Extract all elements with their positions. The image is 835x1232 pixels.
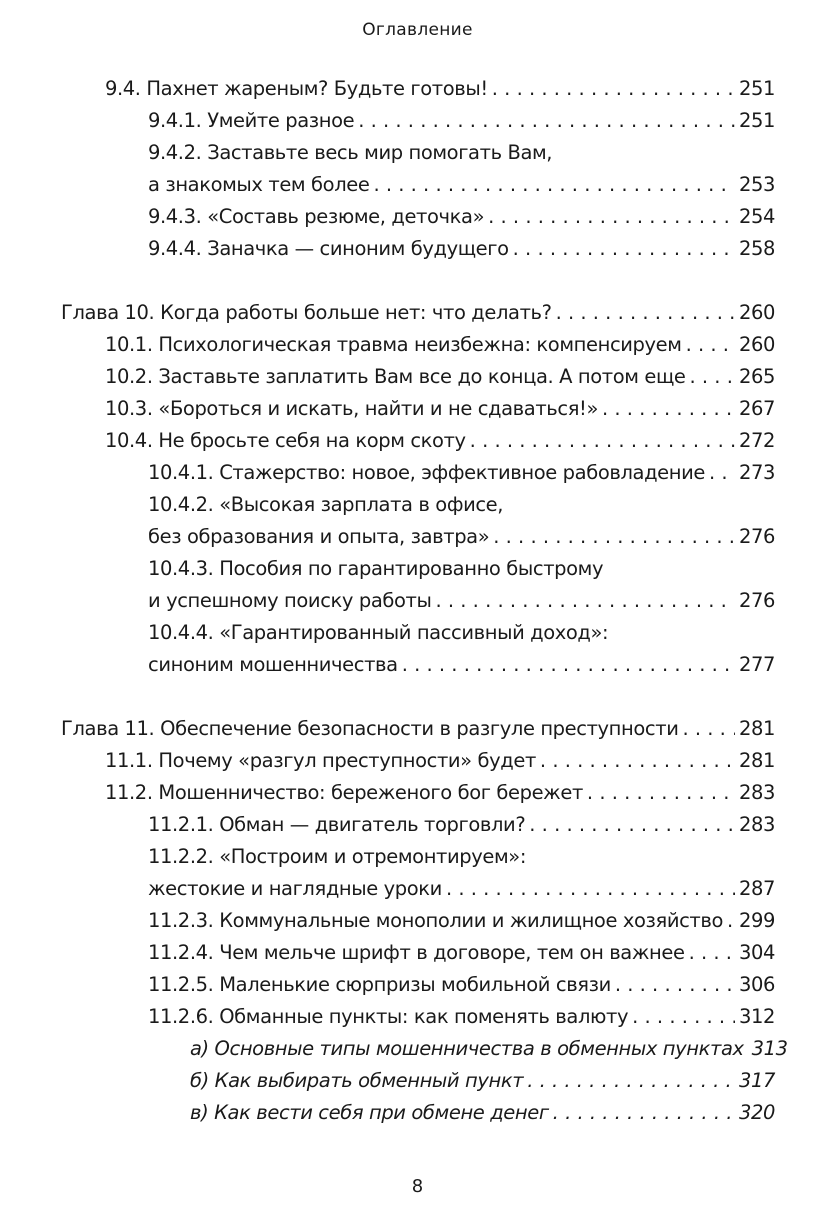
dot-leader	[686, 329, 735, 361]
toc-entry[interactable]	[0, 393, 835, 425]
toc-entry-title: 11.2.3. Коммунальные монополии и жилищное хозяйство	[148, 909, 723, 932]
toc-entry-title: 11.2.1. Обман — двигатель торговли?	[148, 813, 526, 836]
toc-entry[interactable]	[0, 585, 835, 617]
toc-entry-page: 313	[751, 1037, 788, 1060]
dot-leader	[493, 521, 735, 553]
toc-entry-page: 260	[738, 333, 775, 356]
toc-entry-title: 11.2.4. Чем мельче шрифт в договоре, тем он важнее	[148, 941, 685, 964]
dot-leader	[602, 393, 735, 425]
toc-entry-title: 9.4.4. Заначка — синоним будущего	[148, 237, 509, 260]
toc-entry[interactable]	[0, 809, 835, 841]
toc-entry-title: без образования и опыта, завтра»	[148, 525, 490, 548]
toc-entry[interactable]	[0, 905, 835, 937]
toc-entry-page: 277	[738, 653, 775, 676]
toc-entry-title: а) Основные типы мошенничества в обменных пунктах	[190, 1037, 744, 1060]
toc-entry-title: 11.2.5. Маленькие сюрпризы мобильной связи	[148, 973, 611, 996]
dot-leader	[709, 457, 735, 489]
toc-entry-title: 10.4.3. Пособия по гарантированно быстрому	[148, 557, 604, 580]
toc-entry-page: 253	[738, 173, 775, 196]
toc-entry[interactable]	[0, 1097, 835, 1129]
toc-entry-page: 272	[738, 429, 775, 452]
dot-leader	[402, 649, 735, 681]
toc-entry-page: 251	[738, 109, 775, 132]
toc-entry[interactable]	[0, 1065, 835, 1097]
toc-entry[interactable]	[0, 1033, 835, 1065]
toc-entry-title: синоним мошенничества	[148, 653, 398, 676]
toc-entry-page: 273	[738, 461, 775, 484]
dot-leader	[492, 73, 735, 105]
toc-entry-title: Глава 11. Обеспечение безопасности в разгуле преступности	[61, 717, 679, 740]
dot-leader	[529, 809, 735, 841]
dot-leader	[682, 713, 735, 745]
toc-entry-title: 10.4. Не бросьте себя на корм скоту	[105, 429, 466, 452]
toc-entry-page: 281	[738, 717, 775, 740]
dot-leader	[690, 361, 735, 393]
toc-entry-page: 320	[738, 1101, 775, 1124]
toc-entry[interactable]	[0, 777, 835, 809]
toc-entry-page: 306	[738, 973, 775, 996]
toc-entry-title: 10.4.4. «Гарантированный пассивный доход»:	[148, 621, 609, 644]
toc-entry-title: 11.2.2. «Построим и отремонтируем»:	[148, 845, 526, 868]
toc-entry-title: 10.1. Психологическая травма неизбежна: компенсируем	[105, 333, 682, 356]
toc-entry[interactable]	[0, 489, 835, 521]
toc-entry-page: 254	[738, 205, 775, 228]
toc-entry-page: 276	[738, 525, 775, 548]
toc-entry[interactable]	[0, 73, 835, 105]
toc-entry[interactable]	[0, 713, 835, 745]
toc-entry[interactable]	[0, 361, 835, 393]
toc-entry[interactable]	[0, 329, 835, 361]
toc-entry-page: 287	[738, 877, 775, 900]
toc-entry-page: 267	[738, 397, 775, 420]
toc-entry-title: 10.4.2. «Высокая зарплата в офисе,	[148, 493, 504, 516]
toc-entry[interactable]	[0, 649, 835, 681]
running-header: Оглавление	[362, 20, 473, 40]
dot-leader	[727, 905, 735, 937]
toc-entry-title: 9.4.3. «Составь резюме, деточка»	[148, 205, 485, 228]
dot-leader	[615, 969, 735, 1001]
dot-leader	[527, 1065, 735, 1097]
toc-entry[interactable]	[0, 201, 835, 233]
toc-entry[interactable]	[0, 425, 835, 457]
dot-leader	[358, 105, 735, 137]
toc-entry[interactable]	[0, 873, 835, 905]
toc-entry-page: 283	[738, 813, 775, 836]
toc-entry-title: б) Как выбирать обменный пункт	[190, 1069, 524, 1092]
toc-entry-page: 276	[738, 589, 775, 612]
toc-entry[interactable]	[0, 617, 835, 649]
toc-entry-page: 260	[738, 301, 775, 324]
toc-entry-page: 281	[738, 749, 775, 772]
toc-entry[interactable]	[0, 841, 835, 873]
toc-entry[interactable]	[0, 937, 835, 969]
toc-entry[interactable]	[0, 553, 835, 585]
dot-leader	[540, 745, 735, 777]
toc-entry[interactable]	[0, 745, 835, 777]
toc-entry[interactable]	[0, 969, 835, 1001]
dot-leader	[556, 297, 735, 329]
dot-leader	[488, 201, 735, 233]
toc-entry-page: 317	[738, 1069, 775, 1092]
dot-leader	[689, 937, 735, 969]
toc-entry-title: 10.2. Заставьте заплатить Вам все до конца. А потом еще	[105, 365, 686, 388]
toc-entry-title: 10.3. «Бороться и искать, найти и не сдаваться!»	[105, 397, 598, 420]
toc-entry-title: Глава 10. Когда работы больше нет: что делать?	[61, 301, 552, 324]
page-number: 8	[411, 1176, 424, 1197]
toc-entry-page: 312	[738, 1005, 775, 1028]
dot-leader	[632, 1001, 735, 1033]
table-of-contents	[0, 73, 835, 1129]
toc-entry-title: 9.4.1. Умейте разное	[148, 109, 355, 132]
toc-entry[interactable]	[0, 105, 835, 137]
toc-entry[interactable]	[0, 137, 835, 169]
toc-entry-title: 10.4.1. Стажерство: новое, эффективное рабовладение	[148, 461, 705, 484]
toc-entry[interactable]	[0, 457, 835, 489]
toc-entry-title: 9.4.2. Заставьте весь мир помогать Вам,	[148, 141, 553, 164]
dot-leader	[373, 169, 735, 201]
toc-entry-page: 299	[738, 909, 775, 932]
toc-entry[interactable]	[0, 521, 835, 553]
toc-entry-page: 304	[738, 941, 775, 964]
dot-leader	[446, 873, 735, 905]
toc-entry-page: 251	[738, 77, 775, 100]
toc-entry-title: жестокие и наглядные уроки	[148, 877, 442, 900]
toc-entry-page: 258	[738, 237, 775, 260]
toc-entry-title: 11.1. Почему «разгул преступности» будет	[105, 749, 536, 772]
dot-leader	[587, 777, 735, 809]
toc-entry-page: 265	[738, 365, 775, 388]
toc-entry-title: 9.4. Пахнет жареным? Будьте готовы!	[105, 77, 488, 100]
toc-entry-title: в) Как вести себя при обмене денег	[190, 1101, 549, 1124]
dot-leader	[435, 585, 734, 617]
toc-entry-title: и успешному поиску работы	[148, 589, 432, 612]
toc-entry[interactable]	[0, 233, 835, 265]
toc-entry-title: 11.2. Мошенничество: береженого бог бережет	[105, 781, 583, 804]
toc-entry[interactable]	[0, 297, 835, 329]
dot-leader	[470, 425, 735, 457]
toc-entry-page: 283	[738, 781, 775, 804]
toc-entry-title: 11.2.6. Обманные пункты: как поменять валюту	[148, 1005, 629, 1028]
toc-entry[interactable]	[0, 1001, 835, 1033]
dot-leader	[513, 233, 735, 265]
toc-entry[interactable]	[0, 169, 835, 201]
toc-entry-title: а знакомых тем более	[148, 173, 370, 196]
dot-leader	[553, 1097, 735, 1129]
